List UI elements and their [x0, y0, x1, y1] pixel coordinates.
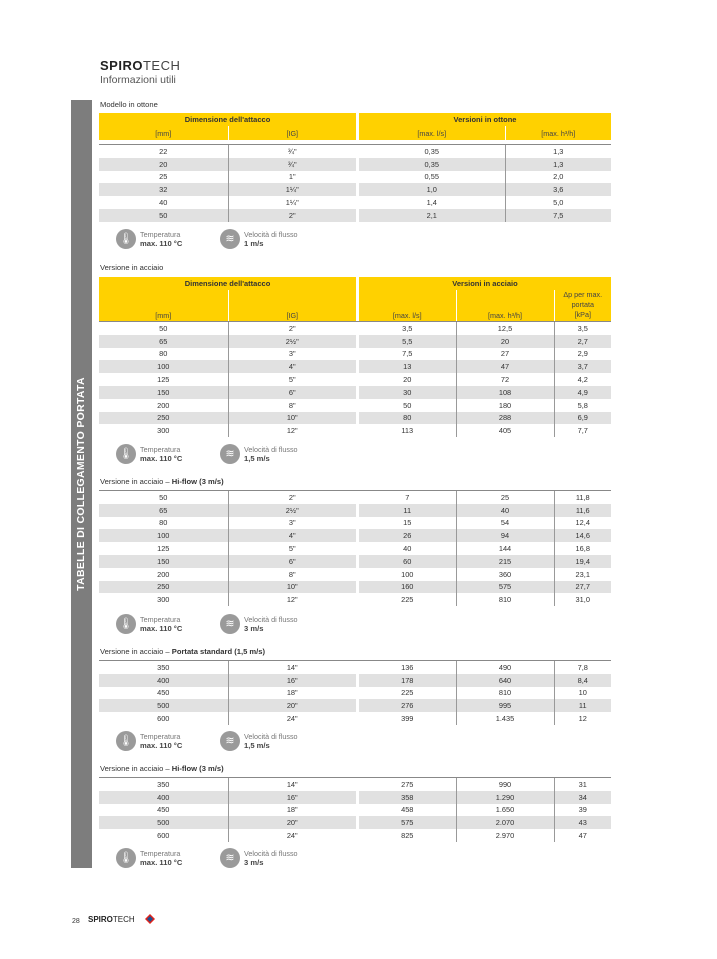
table-row: 200 8" 50 180 5,8 [99, 399, 611, 412]
table-row: 50 2" 3,5 12,5 3,5 [99, 322, 611, 335]
header-group-right: Versioni in acciaio [359, 277, 611, 290]
table-row: 400 16" 178 640 8,4 [99, 674, 611, 687]
header-col: [IG] [228, 290, 356, 323]
table-row: 450 18" 458 1.650 39 [99, 804, 611, 817]
header-col: [mm] [99, 290, 228, 323]
data-table-brass [99, 144, 611, 222]
table-row: 250 10" 80 288 6,9 [99, 412, 611, 425]
thermometer-icon: 🌡 [116, 848, 136, 868]
table-row: 350 14" 136 490 7,8 [99, 661, 611, 674]
flow-waves-icon: ≋ [220, 229, 240, 249]
header-col-dp: Δp per max. portata [kPa] [554, 290, 611, 323]
table-row: 65 2½" 5,5 20 2,7 [99, 335, 611, 348]
brand-logo: SPIROTECH [100, 58, 181, 73]
table-header-steel [99, 277, 611, 323]
table-row: 500 20" 276 995 11 [99, 699, 611, 712]
table-row: 150 6" 30 108 4,9 [99, 386, 611, 399]
data-table-steel-hiflow [99, 490, 611, 606]
flow-waves-icon: ≋ [220, 848, 240, 868]
table-row: 125 5" 40 144 16,8 [99, 542, 611, 555]
table-row: 600 24" 399 1.435 12 [99, 712, 611, 725]
page-subtitle: Informazioni utili [100, 74, 176, 86]
table-row: 450 18" 225 810 10 [99, 687, 611, 700]
table-header-brass [99, 113, 611, 140]
sidebar-tab [71, 100, 92, 868]
header-group-left: Dimensione dell'attacco [99, 277, 356, 290]
table-row: 20 ¾" 0,35 1,3 [99, 158, 611, 171]
thermometer-icon: 🌡 [116, 614, 136, 634]
table-row: 25 1" 0,55 2,0 [99, 171, 611, 184]
flow-waves-icon: ≋ [220, 614, 240, 634]
table-row: 250 10" 160 575 27,7 [99, 581, 611, 594]
table-row: 22 ¾" 0,35 1,3 [99, 145, 611, 158]
data-table-steel-standard [99, 660, 611, 725]
data-table-steel-hiflow-large [99, 777, 611, 842]
table-row: 150 6" 60 215 19,4 [99, 555, 611, 568]
header-col: [max. l/s] [359, 126, 505, 140]
page-number: 28 [72, 918, 80, 925]
thermometer-icon: 🌡 [116, 444, 136, 464]
table-row: 50 2" 7 25 11,8 [99, 491, 611, 504]
table-row: 600 24" 825 2.970 47 [99, 829, 611, 842]
section-title: Modello in ottone [100, 100, 158, 109]
table-row: 50 2" 2,1 7,5 [99, 209, 611, 222]
flow-waves-icon: ≋ [220, 444, 240, 464]
header-col: [max. h³/h] [456, 290, 554, 323]
header-col: [mm] [99, 126, 228, 140]
table-row: 80 3" 7,5 27 2,9 [99, 348, 611, 361]
footer-brand-logo: SPIROTECH [88, 915, 135, 924]
table-row: 400 16" 358 1.290 34 [99, 791, 611, 804]
table-row: 200 8" 100 360 23,1 [99, 568, 611, 581]
header-col: [max. h³/h] [505, 126, 611, 140]
table-row: 40 1¼" 1,4 5,0 [99, 196, 611, 209]
table-row: 65 2½" 11 40 11,6 [99, 504, 611, 517]
table-row: 32 1¼" 1,0 3,6 [99, 183, 611, 196]
thermometer-icon: 🌡 [116, 731, 136, 751]
section-title: Versione in acciaio – Portata standard (1,5 m/s) [100, 647, 266, 656]
section-title: Versione in acciaio – Hi-flow (3 m/s) [100, 477, 224, 486]
header-col: [max. l/s] [359, 290, 456, 323]
header-group-left: Dimensione dell'attacco [99, 113, 356, 126]
section-title: Versione in acciaio [100, 263, 164, 272]
header-group-right: Versioni in ottone [359, 113, 611, 126]
table-row: 300 12" 225 810 31,0 [99, 593, 611, 606]
table-row: 300 12" 113 405 7,7 [99, 424, 611, 437]
table-row: 100 4" 26 94 14,6 [99, 529, 611, 542]
table-row: 100 4" 13 47 3,7 [99, 360, 611, 373]
table-row: 125 5" 20 72 4,2 [99, 373, 611, 386]
sidebar-label: TABELLE DI COLLEGAMENTO PORTATA [75, 377, 87, 591]
brand-mark-icon [145, 914, 155, 924]
header-col: [IG] [228, 126, 356, 140]
section-title: Versione in acciaio – Hi-flow (3 m/s) [100, 764, 224, 773]
data-table-steel [99, 321, 611, 437]
flow-waves-icon: ≋ [220, 731, 240, 751]
table-row: 500 20" 575 2.070 43 [99, 816, 611, 829]
thermometer-icon: 🌡 [116, 229, 136, 249]
table-row: 350 14" 275 990 31 [99, 778, 611, 791]
table-row: 80 3" 15 54 12,4 [99, 517, 611, 530]
